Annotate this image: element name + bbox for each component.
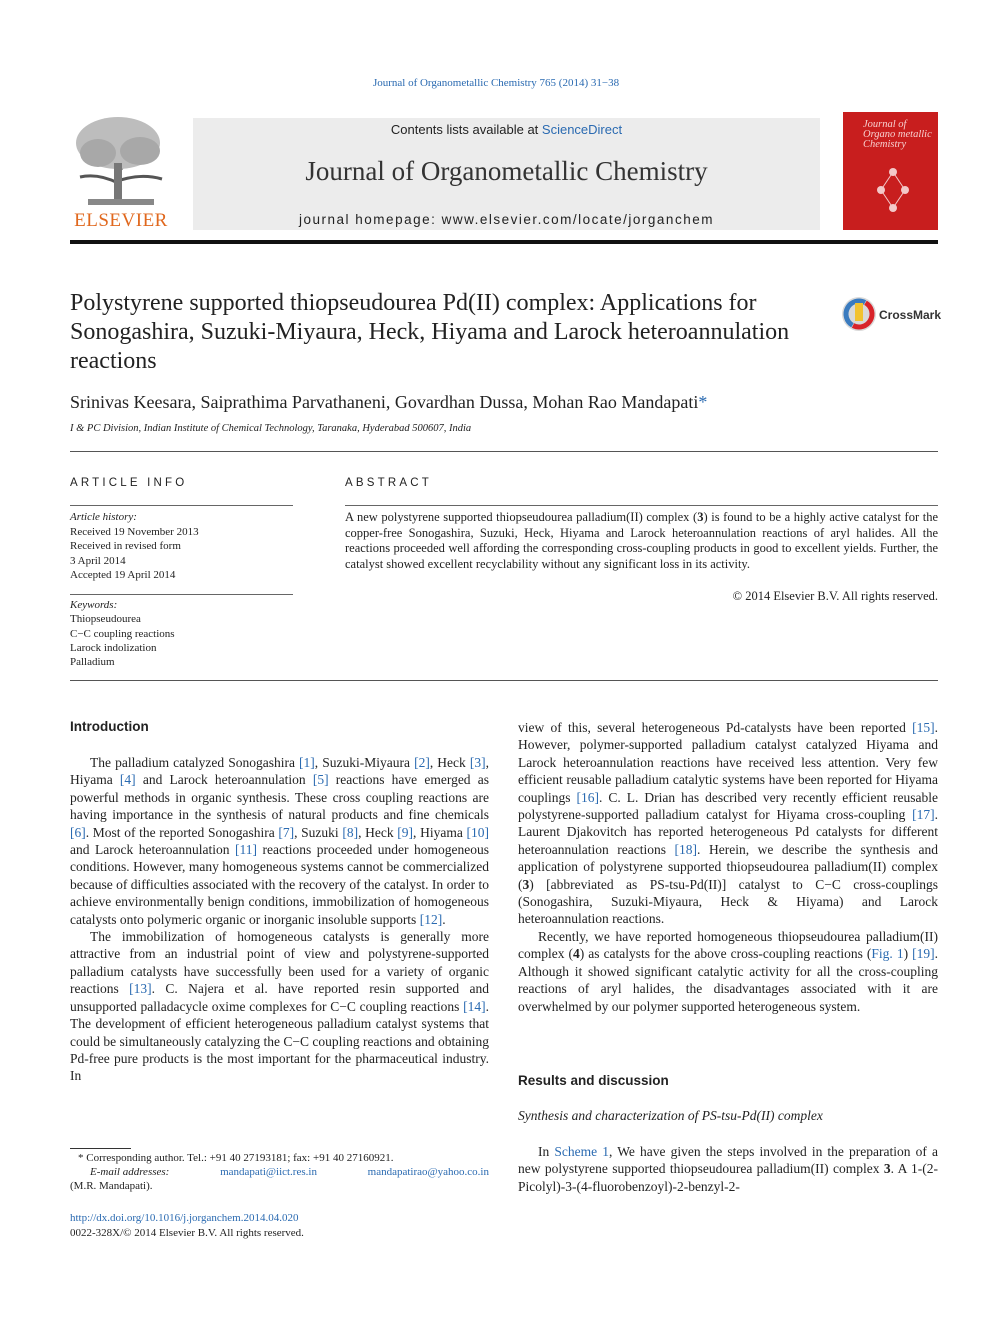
journal-homepage <box>193 212 820 227</box>
email-owner: (M.R. Mandapati). <box>70 1180 153 1192</box>
keywords-rule <box>70 594 293 595</box>
author-list <box>70 392 707 413</box>
figure-link[interactable]: Fig. 1 <box>871 946 904 962</box>
affiliation: I & PC Division, Indian Institute of Chemical Technology, Taranaka, Hyderabad 500607, India <box>70 423 472 434</box>
citation-link[interactable]: [7] <box>278 824 295 840</box>
keyword: C−C coupling reactions <box>70 627 175 640</box>
citation-link[interactable]: [11] <box>235 842 257 858</box>
elsevier-wordmark: ELSEVIER <box>74 210 168 231</box>
history-revised-date: 3 April 2014 <box>70 554 126 567</box>
citation-link[interactable]: [6] <box>70 824 86 840</box>
doi-link[interactable]: http://dx.doi.org/10.1016/j.jorganchem.2014.04.020 <box>70 1212 299 1224</box>
abstract-rule <box>345 505 938 506</box>
left-column <box>70 754 489 1085</box>
synthesis-text <box>518 1143 938 1195</box>
citation-link[interactable]: [4] <box>119 772 136 788</box>
citation-link[interactable]: [9] <box>397 824 414 840</box>
compound-number: 3 <box>697 510 704 524</box>
article-info-heading: ARTICLE INFO <box>70 477 188 489</box>
citation-link[interactable]: [18] <box>674 841 698 857</box>
keyword: Thiopseudourea <box>70 613 141 626</box>
abstract-copyright: © 2014 Elsevier B.V. All rights reserved. <box>732 589 938 603</box>
keywords-label: Keywords: <box>70 599 118 611</box>
intro-paragraph-2: The immobilization of homogeneous catalysts is generally more attractive from an industrial point of view and polystyrene-supported palladium catalysts have successfully been used for a variety of organic reactions [13]. C. Najera et al. have reported resin supported and unsupported palladacycle oxime complexes for C−C coupling reactions [14]. The development of efficient heterogeneous palladium catalyst systems that could be simultaneously catalyzing the C−C coupling reactions and obtaining Pd-free pure products is the most important for the pharmaceutical industry. In <box>70 929 489 1084</box>
footnote-rule <box>70 1148 131 1149</box>
citation-link[interactable]: [8] <box>342 824 359 840</box>
abstract-bottom-rule <box>70 680 938 681</box>
intro-paragraph-1: The palladium catalyzed Sonogashira [1], Suzuki-Miyaura [2], Heck [3], Hiyama [4] and Larock heteroannulation [5] reactions have emerged as powerful methods in organic synthesis. These cross coupling reactions are having importance in the synthesis of natural products and fine chemicals [6]. Most of the reported Sonogashira [7], Suzuki [8], Heck [9], Hiyama [10] and Larock heteroannulation [11] reactions proceeded under homogeneous conditions. However, many homogeneous systems cannot be commercialized because of difficulties associated with the recovery of the catalyst. In order to achieve environmentally benign conditions, immobilization of homogeneous catalysts onto polymeric organic or inorganic insoluble supports [12]. <box>70 755 490 927</box>
sciencedirect-link[interactable]: ScienceDirect <box>541 122 623 137</box>
citation-link[interactable]: [16] <box>576 789 599 805</box>
email-line: E-mail addresses: mandapati@iict.res.in mandapatirao@yahoo.co.in <box>90 1166 489 1178</box>
intro-paragraph-4: Recently, we have reported homogeneous thiopseudourea palladium(II) complex (4) as catalysts for the above cross-coupling reactions (Fig. 1) [19]. Although it showed significant catalytic activity for all the cross-coupling reactions of aryl halides, the disadvantages associated with it are overwhelmed by our polymer supported heterogeneous system. <box>518 928 938 1014</box>
cover-title: Journal of Organo metallic Chemistry <box>863 119 932 150</box>
citation-link[interactable]: [3] <box>469 755 486 770</box>
homepage-prefix: journal homepage: <box>299 212 442 227</box>
citation-link[interactable]: [17] <box>912 807 935 823</box>
keywords-block <box>70 598 293 669</box>
history-revised: Received in revised form <box>70 540 181 552</box>
corresponding-author-mark[interactable]: * <box>698 392 708 412</box>
crossmark-label[interactable]: CrossMark <box>879 308 942 322</box>
affiliation-rule <box>70 451 938 452</box>
crossmark-icon <box>841 294 881 334</box>
journal-name: Journal of Organometallic Chemistry <box>305 156 708 186</box>
history-received: Received 19 November 2013 <box>70 525 199 538</box>
article-history <box>70 510 293 583</box>
article-info-rule <box>70 505 293 506</box>
keyword: Palladium <box>70 656 115 669</box>
header-rule <box>70 240 938 244</box>
journal-cover-image[interactable] <box>843 112 938 230</box>
citation-link[interactable]: [12] <box>419 911 443 927</box>
footnote <box>70 1151 489 1193</box>
introduction-heading: Introduction <box>70 719 149 734</box>
citation-link[interactable]: [14] <box>463 998 486 1014</box>
contents-prefix: Contents lists available at <box>390 122 542 137</box>
email-link[interactable]: mandapati@iict.res.in <box>220 1166 317 1178</box>
history-accepted: Accepted 19 April 2014 <box>70 569 176 581</box>
email-link[interactable]: mandapatirao@yahoo.co.in <box>367 1166 489 1178</box>
citation-link[interactable]: [2] <box>414 755 430 770</box>
abstract-text <box>345 510 938 572</box>
keyword: Larock indolization <box>70 641 157 654</box>
scheme-link[interactable]: Scheme 1 <box>554 1144 609 1159</box>
issn-line: 0022-328X/© 2014 Elsevier B.V. All rights reserved. <box>70 1227 304 1239</box>
journal-citation-link[interactable]: Journal of Organometallic Chemistry 765 (2014) 31−38 <box>372 77 620 89</box>
results-heading: Results and discussion <box>518 1073 669 1088</box>
intro-paragraph-3: view of this, several heterogeneous Pd-catalysts have been reported [15]. However, polymer-supported palladium catalyst catalyzed Hiyama and Larock heteroannulation reactions have received less attention. Very few efficient reusable palladium catalytic systems have been reported for Hiyama couplings [16]. C. L. Drian has described very recently efficient reusable polystyrene-supported palladium catalyst for Hiyama cross-coupling [17]. Laurent Djakovitch has reported heterogeneous Pd catalysts for different heteroannulation reactions [18]. Herein, we describe the synthesis and application of polystyrene supported thiopseudourea palladium(II) complex (3) [abbreviated as PS-tsu-Pd(II)] catalyst to C−C cross-couplings (Sonogashira, Suzuki-Miyaura, Heck & Hiyama) and Larock heteroannulation reactions. <box>518 720 939 927</box>
homepage-url[interactable]: www.elsevier.com/locate/jorganchem <box>441 212 714 227</box>
citation-link[interactable]: [5] <box>312 772 329 788</box>
abstract-text-part: A new polystyrene supported thiopseudourea palladium(II) complex ( <box>345 510 698 524</box>
synthesis-paragraph: In Scheme 1, We have given the steps involved in the preparation of a new polystyrene supported thiopseudourea palladium(II) complex 3. A 1-(2-Picolyl)-3-(4-fluorobenzoyl)-2-benzyl-2- <box>518 1144 939 1194</box>
contents-line <box>193 122 820 137</box>
right-column <box>518 719 938 1015</box>
citation-link[interactable]: [19] <box>912 946 935 962</box>
abstract-heading: ABSTRACT <box>345 477 432 489</box>
history-label: Article history: <box>70 511 137 523</box>
corresponding-author-note: * Corresponding author. Tel.: +91 40 27193181; fax: +91 40 27160921. <box>78 1152 394 1164</box>
abstract-text-part: ) is found to be a highly active catalyst for the copper-free Sonogashira, Suzuki, Heck, Hiyama and Larock heteroannulation reactions of aryl halides. All the reactions proceeded well affording the corresponding cross-coupling products in good to excellent yields. Further, the catalyst showed excellent recyclability without any significant loss in its activity. <box>345 510 938 571</box>
citation-link[interactable]: [1] <box>299 755 315 770</box>
citation-link[interactable]: [15] <box>912 720 935 735</box>
citation-link[interactable]: [13] <box>129 981 152 997</box>
article-title: Polystyrene supported thiopseudourea Pd(II) complex: Applications for Sonogashira, Suzuki-Miyaura, Heck, Hiyama and Larock heteroannulation reactions <box>70 290 790 374</box>
citation-link[interactable]: [10] <box>466 824 489 840</box>
synthesis-subheading: Synthesis and characterization of PS-tsu-Pd(II) complex <box>518 1108 823 1123</box>
author-names: Srinivas Keesara, Saiprathima Parvathaneni, Govardhan Dussa, Mohan Rao Mandapati <box>70 392 699 412</box>
